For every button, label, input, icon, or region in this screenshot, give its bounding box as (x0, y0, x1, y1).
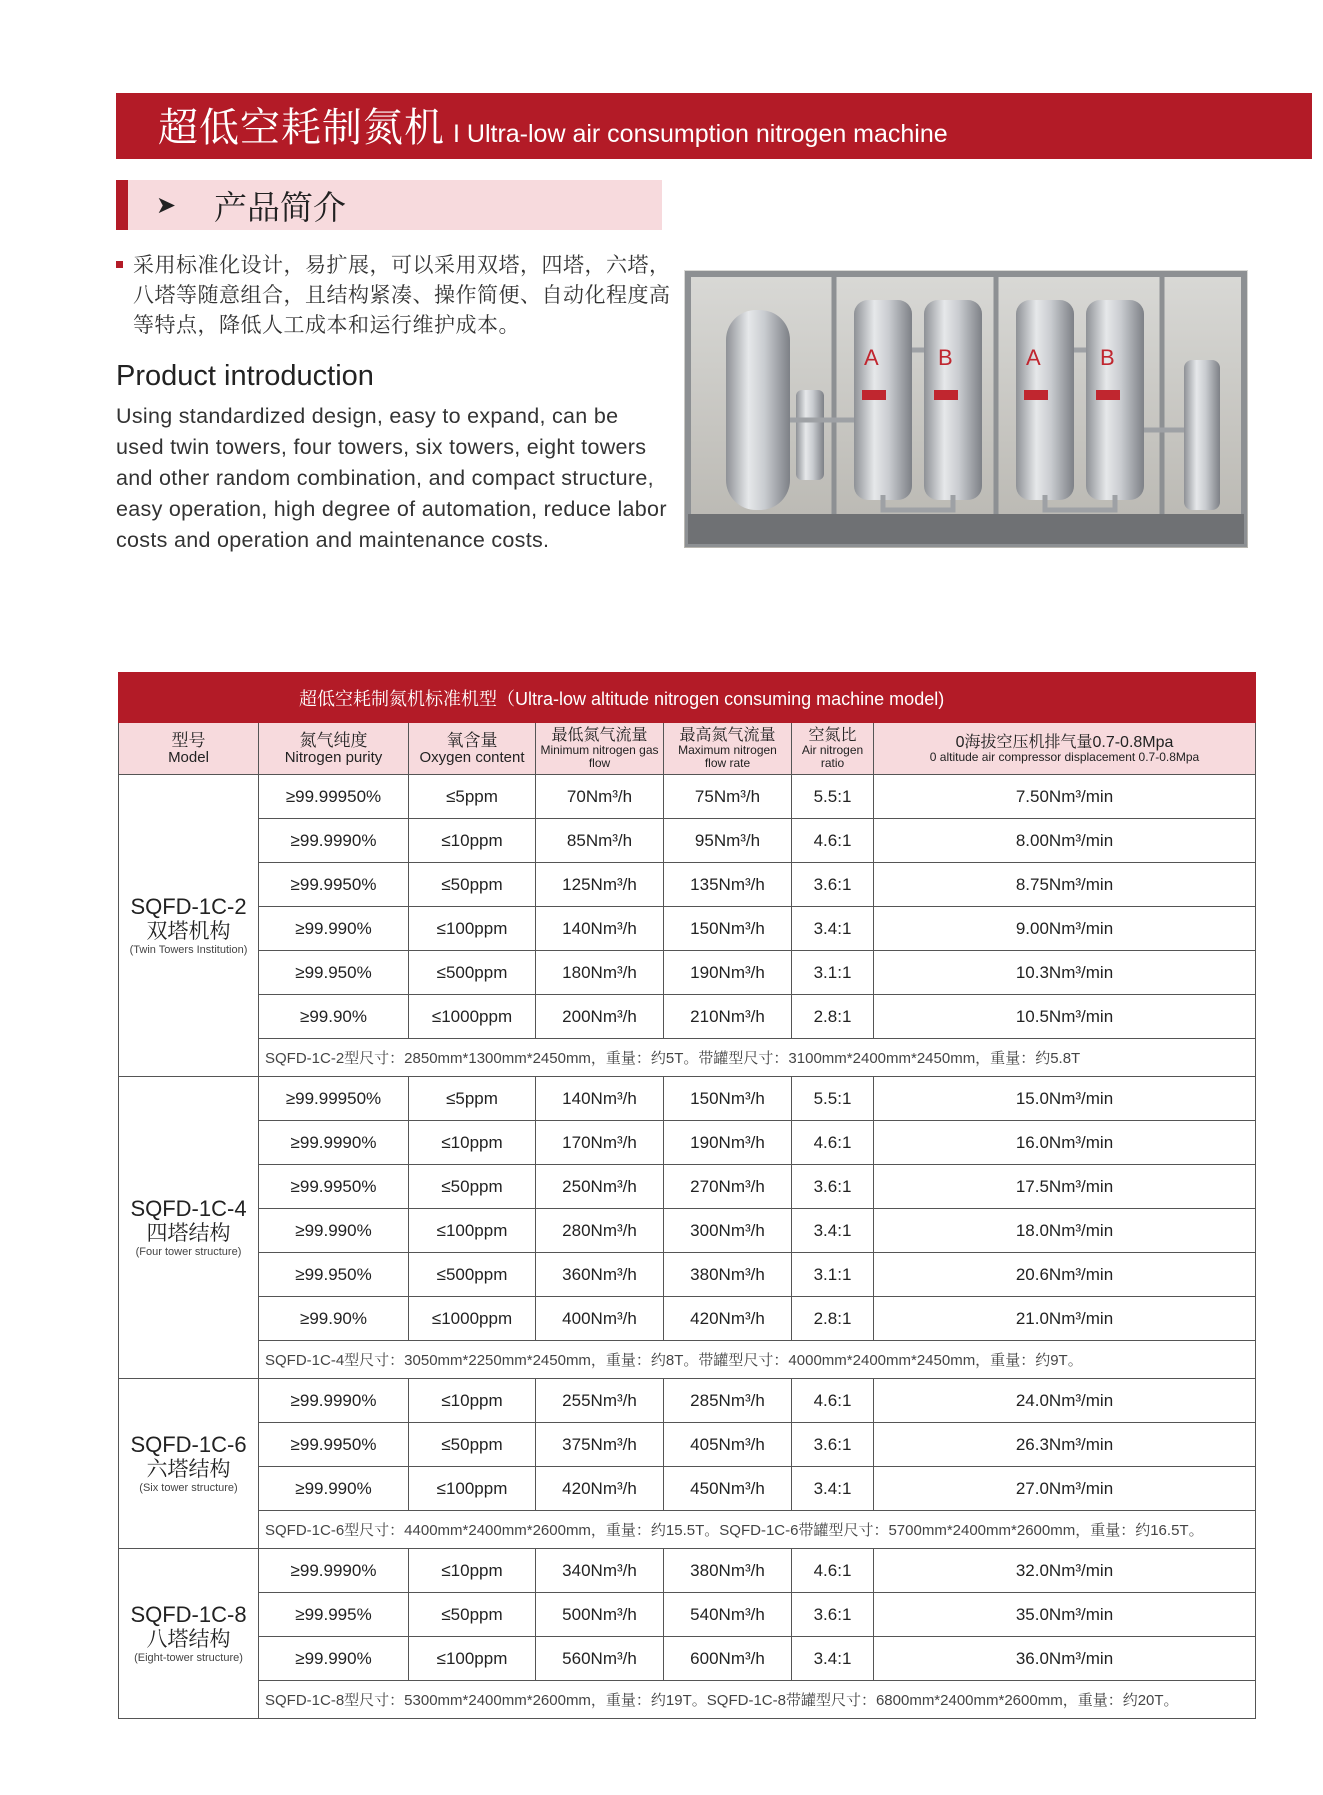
table-row (119, 1253, 1256, 1297)
table-header-row (119, 723, 1256, 775)
ratio-cell: 3.1:1 (792, 951, 874, 995)
ratio-cell: 3.6:1 (792, 1423, 874, 1467)
purity-cell: ≥99.99950% (259, 775, 409, 819)
oxygen-cell: ≤50ppm (409, 863, 536, 907)
ratio-cell: 4.6:1 (792, 1379, 874, 1423)
table-row (119, 951, 1256, 995)
purity-cell: ≥99.990% (259, 907, 409, 951)
model-code: SQFD-1C-8 (130, 1602, 247, 1627)
tower-label-a1: A (864, 345, 879, 370)
header-ratio-cn: 空氮比 (808, 727, 857, 744)
max-flow-cell: 380Nm³/h (664, 1549, 792, 1593)
header-displacement-en: 0 altitude air compressor displacement 0.7-0.8Mpa (929, 749, 1200, 764)
purity-cell: ≥99.995% (259, 1593, 409, 1637)
ratio-cell: 3.6:1 (792, 863, 874, 907)
section-heading-label: 产品简介 (214, 187, 346, 227)
table-row (119, 1297, 1256, 1341)
oxygen-cell: ≤10ppm (409, 1379, 536, 1423)
header-max-flow-cn: 最高氮气流量 (679, 727, 776, 744)
displacement-cell: 26.3Nm³/min (874, 1423, 1256, 1467)
displacement-cell: 8.75Nm³/min (874, 863, 1256, 907)
table-caption-row (119, 673, 1256, 723)
table-row (119, 1121, 1256, 1165)
model-name-cn: 八塔结构 (146, 1628, 231, 1651)
model-name-en: (Twin Towers Institution) (129, 944, 248, 956)
min-flow-cell: 400Nm³/h (536, 1297, 664, 1341)
page-title-cn: 超低空耗制氮机 (158, 105, 445, 151)
model-code: SQFD-1C-6 (130, 1432, 247, 1457)
ratio-cell: 2.8:1 (792, 1297, 874, 1341)
max-flow-cell: 540Nm³/h (664, 1593, 792, 1637)
oxygen-cell: ≤50ppm (409, 1593, 536, 1637)
model-name-cn: 六塔结构 (146, 1458, 231, 1481)
displacement-cell: 18.0Nm³/min (874, 1209, 1256, 1253)
oxygen-cell: ≤10ppm (409, 819, 536, 863)
min-flow-cell: 560Nm³/h (536, 1637, 664, 1681)
min-flow-cell: 180Nm³/h (536, 951, 664, 995)
oxygen-cell: ≤500ppm (409, 951, 536, 995)
header-purity-en: Nitrogen purity (284, 749, 383, 766)
dimension-note: SQFD-1C-2型尺寸：2850mm*1300mm*2450mm，重量：约5T。带罐型尺寸：3100mm*2400mm*2450mm，重量：约5.8T (259, 1039, 1256, 1077)
min-flow-cell: 500Nm³/h (536, 1593, 664, 1637)
table-row (119, 1077, 1256, 1121)
table-row (119, 1423, 1256, 1467)
displacement-cell: 32.0Nm³/min (874, 1549, 1256, 1593)
oxygen-cell: ≤5ppm (409, 1077, 536, 1121)
min-flow-cell: 200Nm³/h (536, 995, 664, 1039)
displacement-cell: 27.0Nm³/min (874, 1467, 1256, 1511)
intro-en-text: Using standardized design, easy to expand, can be used twin towers, four towers, six towers, eight towers and other random combination, and compact structure, easy operation, high degree of automation, reduce labor costs and operation and maintenance costs. (116, 404, 667, 552)
page-title-bar (116, 93, 1312, 159)
ratio-cell: 5.5:1 (792, 775, 874, 819)
ratio-cell: 3.4:1 (792, 907, 874, 951)
table-row (119, 819, 1256, 863)
header-min-flow (536, 723, 664, 775)
max-flow-cell: 75Nm³/h (664, 775, 792, 819)
purity-cell: ≥99.90% (259, 1297, 409, 1341)
purity-cell: ≥99.9950% (259, 1165, 409, 1209)
dimension-note: SQFD-1C-8型尺寸：5300mm*2400mm*2600mm，重量：约19T。SQFD-1C-8带罐型尺寸：6800mm*2400mm*2600mm，重量：约20T。 (259, 1681, 1256, 1719)
model-name-cn: 四塔结构 (146, 1222, 231, 1245)
displacement-cell: 10.5Nm³/min (874, 995, 1256, 1039)
dimension-note-row (119, 1511, 1256, 1549)
header-purity-cn: 氮气纯度 (299, 731, 368, 750)
header-displacement-cn: 0海拔空压机排气量0.7-0.8Mpa (955, 733, 1174, 751)
displacement-cell: 8.00Nm³/min (874, 819, 1256, 863)
header-oxygen-en: Oxygen content (419, 749, 525, 766)
header-ratio (792, 723, 874, 775)
purity-cell: ≥99.990% (259, 1637, 409, 1681)
purity-cell: ≥99.9990% (259, 1379, 409, 1423)
purity-cell: ≥99.90% (259, 995, 409, 1039)
oxygen-cell: ≤500ppm (409, 1253, 536, 1297)
table-row (119, 1549, 1256, 1593)
ratio-cell: 3.6:1 (792, 1165, 874, 1209)
table-row (119, 1165, 1256, 1209)
model-code: SQFD-1C-4 (130, 1196, 247, 1221)
header-oxygen (409, 723, 536, 775)
header-purity (259, 723, 409, 775)
displacement-cell: 24.0Nm³/min (874, 1379, 1256, 1423)
min-flow-cell: 140Nm³/h (536, 907, 664, 951)
ratio-cell: 3.4:1 (792, 1209, 874, 1253)
model-name-en: (Six tower structure) (139, 1482, 238, 1494)
table-row (119, 907, 1256, 951)
ratio-cell: 3.1:1 (792, 1253, 874, 1297)
purity-cell: ≥99.950% (259, 951, 409, 995)
tower-label-b2: B (1100, 345, 1115, 370)
min-flow-cell: 170Nm³/h (536, 1121, 664, 1165)
ratio-cell: 5.5:1 (792, 1077, 874, 1121)
oxygen-cell: ≤100ppm (409, 1209, 536, 1253)
displacement-cell: 10.3Nm³/min (874, 951, 1256, 995)
purity-cell: ≥99.9990% (259, 1549, 409, 1593)
square-bullet-icon (116, 261, 123, 268)
header-model (119, 723, 259, 775)
oxygen-cell: ≤100ppm (409, 1467, 536, 1511)
min-flow-cell: 340Nm³/h (536, 1549, 664, 1593)
displacement-cell: 7.50Nm³/min (874, 775, 1256, 819)
header-min-flow-en: Minimum nitrogen gas flow (540, 743, 659, 770)
table-row (119, 1467, 1256, 1511)
table-row (119, 1637, 1256, 1681)
ratio-cell: 4.6:1 (792, 1121, 874, 1165)
model-name-en: (Four tower structure) (135, 1246, 242, 1258)
header-model-en: Model (168, 749, 209, 766)
product-photo (684, 270, 1248, 548)
min-flow-cell: 280Nm³/h (536, 1209, 664, 1253)
displacement-cell: 15.0Nm³/min (874, 1077, 1256, 1121)
oxygen-cell: ≤100ppm (409, 907, 536, 951)
displacement-cell: 21.0Nm³/min (874, 1297, 1256, 1341)
arrow-right-icon: ➤ (156, 191, 177, 219)
header-max-flow-en: Maximum nitrogen flow rate (678, 743, 777, 770)
min-flow-cell: 85Nm³/h (536, 819, 664, 863)
max-flow-cell: 95Nm³/h (664, 819, 792, 863)
table-row (119, 1379, 1256, 1423)
dimension-note: SQFD-1C-4型尺寸：3050mm*2250mm*2450mm，重量：约8T。带罐型尺寸：4000mm*2400mm*2450mm，重量：约9T。 (259, 1341, 1256, 1379)
dimension-note-row (119, 1039, 1256, 1077)
model-cell (119, 1379, 259, 1549)
table-row (119, 863, 1256, 907)
oxygen-cell: ≤10ppm (409, 1121, 536, 1165)
header-displacement (874, 723, 1256, 775)
min-flow-cell: 250Nm³/h (536, 1165, 664, 1209)
model-name-cn: 双塔机构 (146, 920, 231, 943)
purity-cell: ≥99.9950% (259, 863, 409, 907)
oxygen-cell: ≤50ppm (409, 1165, 536, 1209)
dimension-note-row (119, 1341, 1256, 1379)
max-flow-cell: 285Nm³/h (664, 1379, 792, 1423)
ratio-cell: 2.8:1 (792, 995, 874, 1039)
max-flow-cell: 600Nm³/h (664, 1637, 792, 1681)
displacement-cell: 17.5Nm³/min (874, 1165, 1256, 1209)
header-model-cn: 型号 (171, 731, 206, 750)
dimension-note-row (119, 1681, 1256, 1719)
max-flow-cell: 420Nm³/h (664, 1297, 792, 1341)
table-caption: 超低空耗制氮机标准机型（Ultra-low altitude nitrogen consuming machine model) (119, 673, 1256, 723)
max-flow-cell: 190Nm³/h (664, 1121, 792, 1165)
header-max-flow (664, 723, 792, 775)
min-flow-cell: 140Nm³/h (536, 1077, 664, 1121)
oxygen-cell: ≤1000ppm (409, 995, 536, 1039)
max-flow-cell: 450Nm³/h (664, 1467, 792, 1511)
min-flow-cell: 125Nm³/h (536, 863, 664, 907)
table-row (119, 1593, 1256, 1637)
min-flow-cell: 360Nm³/h (536, 1253, 664, 1297)
ratio-cell: 3.6:1 (792, 1593, 874, 1637)
oxygen-cell: ≤1000ppm (409, 1297, 536, 1341)
displacement-cell: 16.0Nm³/min (874, 1121, 1256, 1165)
max-flow-cell: 150Nm³/h (664, 1077, 792, 1121)
oxygen-cell: ≤100ppm (409, 1637, 536, 1681)
min-flow-cell: 420Nm³/h (536, 1467, 664, 1511)
purity-cell: ≥99.99950% (259, 1077, 409, 1121)
table-body (119, 775, 1256, 1719)
intro-en-title: Product introduction (116, 360, 374, 392)
table-row (119, 775, 1256, 819)
model-name-en: (Eight-tower structure) (134, 1652, 243, 1664)
page-title-en: I Ultra-low air consumption nitrogen machine (453, 120, 948, 148)
table-row (119, 995, 1256, 1039)
displacement-cell: 35.0Nm³/min (874, 1593, 1256, 1637)
max-flow-cell: 300Nm³/h (664, 1209, 792, 1253)
max-flow-cell: 190Nm³/h (664, 951, 792, 995)
max-flow-cell: 210Nm³/h (664, 995, 792, 1039)
displacement-cell: 9.00Nm³/min (874, 907, 1256, 951)
intro-cn-text: 采用标准化设计，易扩展，可以采用双塔，四塔，六塔，八塔等随意组合，且结构紧凑、操作简便、自动化程度高等特点，降低人工成本和运行维护成本。 (133, 253, 671, 337)
displacement-cell: 36.0Nm³/min (874, 1637, 1256, 1681)
max-flow-cell: 270Nm³/h (664, 1165, 792, 1209)
tower-label-b1: B (938, 345, 953, 370)
displacement-cell: 20.6Nm³/min (874, 1253, 1256, 1297)
purity-cell: ≥99.990% (259, 1467, 409, 1511)
ratio-cell: 3.4:1 (792, 1637, 874, 1681)
header-ratio-en: Air nitrogen ratio (801, 743, 864, 770)
min-flow-cell: 375Nm³/h (536, 1423, 664, 1467)
table-row (119, 1209, 1256, 1253)
oxygen-cell: ≤50ppm (409, 1423, 536, 1467)
purity-cell: ≥99.990% (259, 1209, 409, 1253)
max-flow-cell: 405Nm³/h (664, 1423, 792, 1467)
dimension-note: SQFD-1C-6型尺寸：4400mm*2400mm*2600mm，重量：约15.5T。SQFD-1C-6带罐型尺寸：5700mm*2400mm*2600mm，重量：约16.5T。 (259, 1511, 1256, 1549)
spec-table (118, 672, 1256, 1719)
purity-cell: ≥99.9990% (259, 1121, 409, 1165)
header-oxygen-cn: 氧含量 (446, 731, 498, 750)
max-flow-cell: 380Nm³/h (664, 1253, 792, 1297)
purity-cell: ≥99.9990% (259, 819, 409, 863)
model-code: SQFD-1C-2 (130, 894, 247, 919)
section-heading (116, 180, 662, 230)
header-min-flow-cn: 最低氮气流量 (551, 727, 648, 744)
oxygen-cell: ≤5ppm (409, 775, 536, 819)
max-flow-cell: 135Nm³/h (664, 863, 792, 907)
ratio-cell: 3.4:1 (792, 1467, 874, 1511)
min-flow-cell: 70Nm³/h (536, 775, 664, 819)
oxygen-cell: ≤10ppm (409, 1549, 536, 1593)
ratio-cell: 4.6:1 (792, 819, 874, 863)
model-cell (119, 1077, 259, 1379)
model-cell (119, 775, 259, 1077)
intro-cn (116, 250, 672, 340)
purity-cell: ≥99.9950% (259, 1423, 409, 1467)
min-flow-cell: 255Nm³/h (536, 1379, 664, 1423)
tower-label-a2: A (1026, 345, 1041, 370)
ratio-cell: 4.6:1 (792, 1549, 874, 1593)
max-flow-cell: 150Nm³/h (664, 907, 792, 951)
model-cell (119, 1549, 259, 1719)
purity-cell: ≥99.950% (259, 1253, 409, 1297)
